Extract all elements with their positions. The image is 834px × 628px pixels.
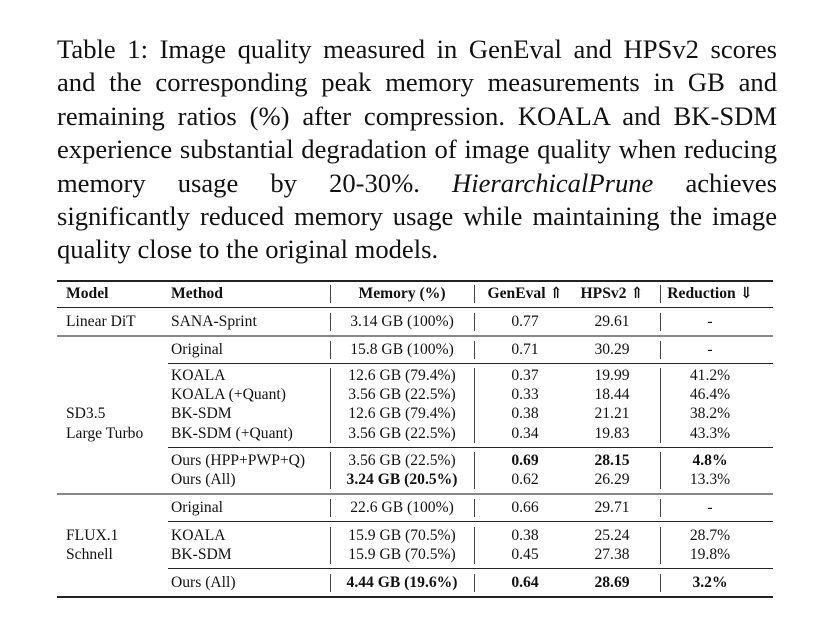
reduction-cell: 41.2% [689, 367, 731, 384]
table-rule [57, 493, 773, 495]
hpsv2-cell: 25.24 [594, 527, 630, 544]
hpsv2-cell: 21.21 [594, 405, 630, 422]
geneval-cell: 0.71 [511, 341, 539, 358]
column-separator [660, 313, 661, 331]
column-header-method: Method [171, 285, 223, 302]
column-separator [330, 527, 331, 564]
column-separator [330, 313, 331, 331]
reduction-cell: - [707, 499, 713, 516]
hpsv2-cell: 27.38 [594, 546, 630, 563]
method-cell: Ours (All) [171, 471, 236, 488]
hpsv2-cell: 30.29 [594, 341, 630, 358]
column-separator [330, 341, 331, 359]
method-cell: Ours (All) [171, 574, 236, 591]
column-separator [330, 368, 331, 443]
method-cell: Original [171, 341, 223, 358]
memory-cell: 3.14 GB (100%) [350, 313, 454, 330]
column-separator [660, 452, 661, 489]
geneval-cell: 0.64 [511, 574, 539, 591]
hpsv2-cell: 29.71 [594, 499, 630, 516]
column-separator [660, 499, 661, 517]
model-label: FLUX.1 [66, 527, 119, 544]
table-rule [168, 363, 773, 364]
column-separator [660, 527, 661, 564]
memory-cell: 4.44 GB (19.6%) [346, 574, 458, 591]
geneval-cell: 0.69 [511, 452, 539, 469]
memory-cell: 15.9 GB (70.5%) [348, 546, 456, 563]
column-separator [474, 452, 475, 489]
hpsv2-cell: 28.69 [594, 574, 630, 591]
method-cell: BK-SDM [171, 546, 232, 563]
method-cell: BK-SDM [171, 405, 232, 422]
geneval-cell: 0.38 [511, 527, 539, 544]
column-separator [660, 341, 661, 359]
memory-cell: 3.56 GB (22.5%) [348, 425, 456, 442]
memory-cell: 15.9 GB (70.5%) [348, 527, 456, 544]
column-separator [474, 574, 475, 592]
column-separator [474, 499, 475, 517]
geneval-cell: 0.77 [511, 313, 539, 330]
hpsv2-cell: 29.61 [594, 313, 630, 330]
table-rule [57, 335, 773, 337]
reduction-cell: 3.2% [692, 574, 728, 591]
reduction-cell: 28.7% [689, 527, 731, 544]
reduction-cell: 43.3% [689, 425, 731, 442]
method-cell: Ours (HPP+PWP+Q) [171, 452, 306, 469]
caption-method-name: HierarchicalPrune [451, 167, 654, 198]
reduction-cell: 46.4% [689, 386, 731, 403]
reduction-cell: 19.8% [689, 546, 731, 563]
table-rule [168, 521, 773, 522]
table-rule [57, 307, 773, 308]
geneval-cell: 0.38 [511, 405, 539, 422]
method-cell: KOALA [171, 367, 226, 384]
reduction-cell: - [707, 313, 713, 330]
model-label: Linear DiT [66, 313, 136, 330]
table-rule [57, 280, 773, 282]
model-label: SD3.5 [66, 405, 106, 422]
model-label: Schnell [66, 546, 113, 563]
hpsv2-cell: 18.44 [594, 386, 630, 403]
reduction-cell: 13.3% [689, 471, 731, 488]
column-separator [474, 285, 475, 303]
method-cell: KOALA (+Quant) [171, 386, 286, 403]
hpsv2-cell: 19.83 [594, 425, 630, 442]
geneval-cell: 0.33 [511, 386, 539, 403]
hpsv2-cell: 26.29 [594, 471, 630, 488]
geneval-cell: 0.62 [511, 471, 539, 488]
column-separator [660, 574, 661, 592]
column-header-hpsv2: HPSv2 ⇑ [580, 285, 644, 302]
column-separator [330, 285, 331, 303]
table-caption [57, 33, 777, 267]
memory-cell: 12.6 GB (79.4%) [348, 367, 456, 384]
column-separator [474, 368, 475, 443]
geneval-cell: 0.66 [511, 499, 539, 516]
table-rule [168, 568, 773, 569]
column-separator [660, 285, 661, 303]
geneval-cell: 0.34 [511, 425, 539, 442]
memory-cell: 3.24 GB (20.5%) [346, 471, 458, 488]
method-cell: Original [171, 499, 223, 516]
memory-cell: 3.56 GB (22.5%) [348, 386, 456, 403]
column-header-memory: Memory (%) [358, 285, 446, 302]
reduction-cell: - [707, 341, 713, 358]
model-label: Large Turbo [66, 425, 144, 442]
memory-cell: 3.56 GB (22.5%) [348, 452, 456, 469]
hpsv2-cell: 19.99 [594, 367, 630, 384]
column-separator [330, 574, 331, 592]
column-header-geneval: GenEval ⇑ [487, 285, 563, 302]
memory-cell: 12.6 GB (79.4%) [348, 405, 456, 422]
geneval-cell: 0.37 [511, 367, 539, 384]
caption-text-end: achieves significantly reduced memory usage while maintaining the image quality close to the original models. [57, 167, 777, 265]
column-separator [474, 313, 475, 331]
memory-cell: 22.6 GB (100%) [350, 499, 454, 516]
hpsv2-cell: 28.15 [594, 452, 630, 469]
table-rule [168, 447, 773, 448]
column-header-model: Model [66, 285, 109, 302]
column-separator [474, 341, 475, 359]
column-separator [660, 368, 661, 443]
column-header-reduction: Reduction ⇓ [667, 285, 753, 302]
table-rule [57, 596, 773, 598]
column-separator [474, 527, 475, 564]
caption-text: Table 1: Image quality measured in GenEval and HPSv2 scores and the corresponding peak memory measurements in GB and remaining ratios (%) after compression. KOALA and BK-SDM experience substantial degradation of image quality when reducing memory usage by 20-30%. [57, 34, 777, 198]
column-separator [330, 499, 331, 517]
reduction-cell: 4.8% [692, 452, 728, 469]
memory-cell: 15.8 GB (100%) [350, 341, 454, 358]
method-cell: KOALA [171, 527, 226, 544]
column-separator [330, 452, 331, 489]
reduction-cell: 38.2% [689, 405, 731, 422]
method-cell: SANA-Sprint [171, 313, 257, 330]
geneval-cell: 0.45 [511, 546, 539, 563]
method-cell: BK-SDM (+Quant) [171, 425, 293, 442]
